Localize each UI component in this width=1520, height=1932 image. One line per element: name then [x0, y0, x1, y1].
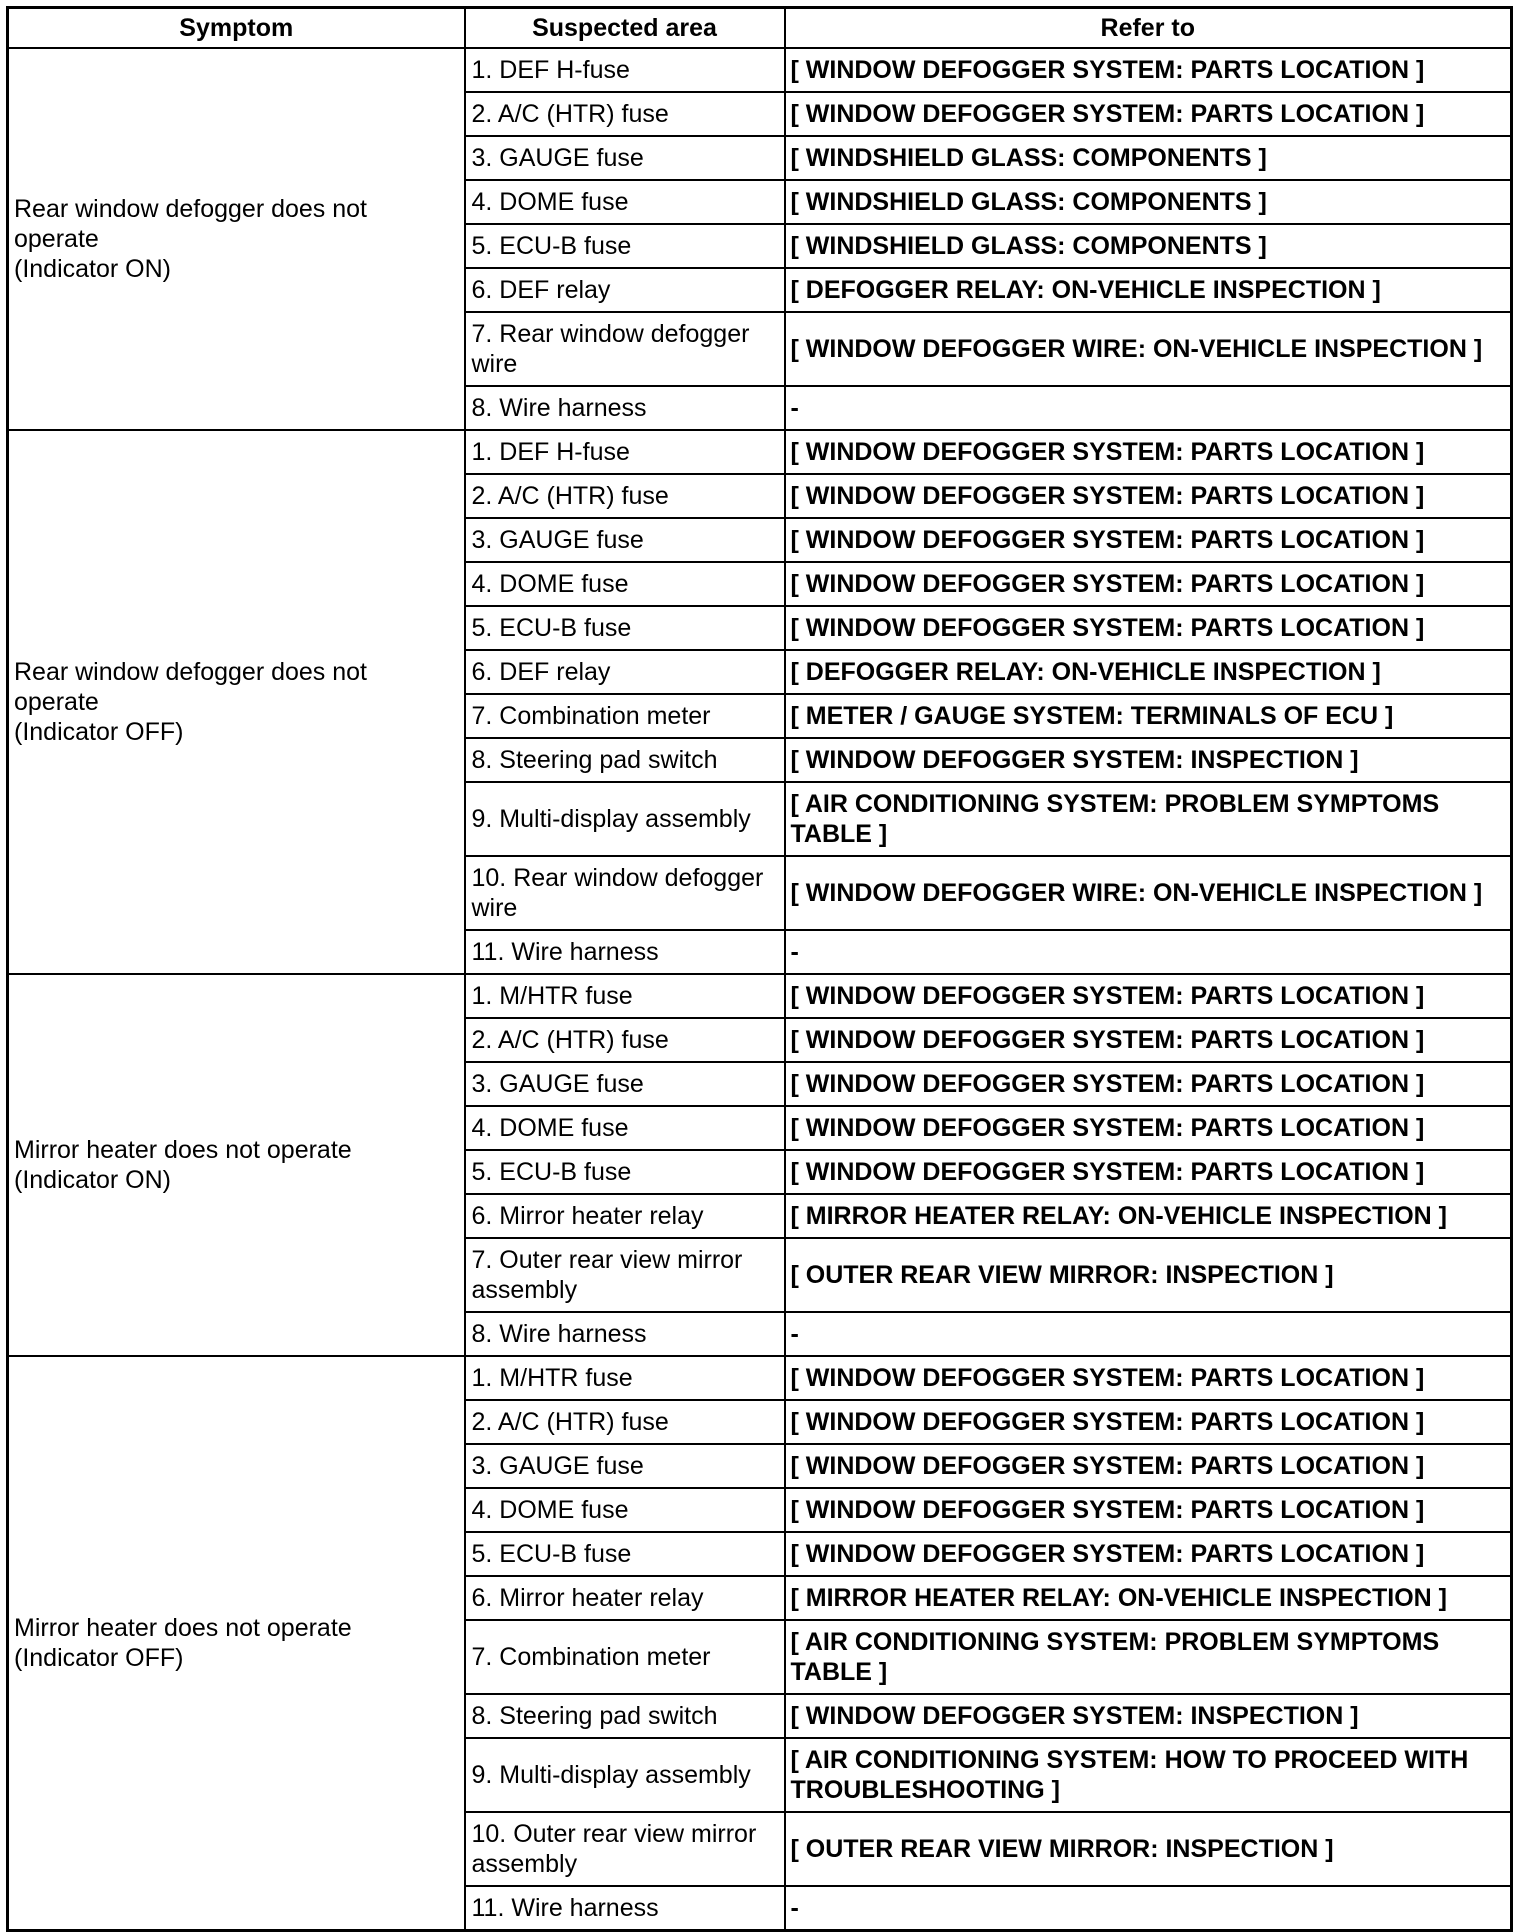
- refer-to-cell: [ WINDSHIELD GLASS: COMPONENTS ]: [785, 224, 1512, 268]
- table-header: [8, 8, 1512, 49]
- refer-to-cell: [ WINDOW DEFOGGER SYSTEM: PARTS LOCATION ]: [785, 1488, 1512, 1532]
- refer-to-cell: [ WINDOW DEFOGGER SYSTEM: PARTS LOCATION ]: [785, 1018, 1512, 1062]
- suspected-area-cell: 6. DEF relay: [465, 650, 785, 694]
- refer-to-cell: [ WINDOW DEFOGGER SYSTEM: PARTS LOCATION ]: [785, 430, 1512, 474]
- suspected-area-cell: 2. A/C (HTR) fuse: [465, 1018, 785, 1062]
- refer-to-cell: -: [785, 930, 1512, 974]
- suspected-area-cell: 3. GAUGE fuse: [465, 136, 785, 180]
- suspected-area-cell: 1. M/HTR fuse: [465, 1356, 785, 1400]
- suspected-area-cell: 3. GAUGE fuse: [465, 1062, 785, 1106]
- refer-to-cell: [ METER / GAUGE SYSTEM: TERMINALS OF ECU ]: [785, 694, 1512, 738]
- suspected-area-cell: 7. Outer rear view mirror assembly: [465, 1238, 785, 1312]
- refer-to-cell: [ WINDSHIELD GLASS: COMPONENTS ]: [785, 180, 1512, 224]
- refer-to-cell: [ WINDOW DEFOGGER SYSTEM: PARTS LOCATION ]: [785, 1106, 1512, 1150]
- refer-to-cell: [ OUTER REAR VIEW MIRROR: INSPECTION ]: [785, 1812, 1512, 1886]
- suspected-area-cell: 5. ECU-B fuse: [465, 606, 785, 650]
- table-body: [8, 48, 1512, 1931]
- refer-to-cell: [ WINDOW DEFOGGER SYSTEM: PARTS LOCATION ]: [785, 92, 1512, 136]
- suspected-area-cell: 1. M/HTR fuse: [465, 974, 785, 1018]
- suspected-area-cell: 7. Combination meter: [465, 694, 785, 738]
- suspected-area-cell: 10. Outer rear view mirror assembly: [465, 1812, 785, 1886]
- suspected-area-cell: 7. Rear window defogger wire: [465, 312, 785, 386]
- suspected-area-cell: 7. Combination meter: [465, 1620, 785, 1694]
- header-suspected-area: Suspected area: [465, 8, 785, 49]
- suspected-area-cell: 3. GAUGE fuse: [465, 518, 785, 562]
- suspected-area-cell: 9. Multi-display assembly: [465, 1738, 785, 1812]
- refer-to-cell: [ WINDOW DEFOGGER SYSTEM: PARTS LOCATION ]: [785, 1444, 1512, 1488]
- refer-to-cell: -: [785, 386, 1512, 430]
- symptom-cell: Rear window defogger does not operate (Indicator OFF): [8, 430, 465, 974]
- refer-to-cell: [ OUTER REAR VIEW MIRROR: INSPECTION ]: [785, 1238, 1512, 1312]
- suspected-area-cell: 6. Mirror heater relay: [465, 1576, 785, 1620]
- refer-to-cell: [ AIR CONDITIONING SYSTEM: PROBLEM SYMPTOMS TABLE ]: [785, 1620, 1512, 1694]
- refer-to-cell: [ MIRROR HEATER RELAY: ON-VEHICLE INSPECTION ]: [785, 1576, 1512, 1620]
- suspected-area-cell: 8. Wire harness: [465, 386, 785, 430]
- refer-to-cell: [ WINDOW DEFOGGER WIRE: ON-VEHICLE INSPECTION ]: [785, 312, 1512, 386]
- problem-symptoms-table: [6, 6, 1513, 1932]
- suspected-area-cell: 8. Steering pad switch: [465, 1694, 785, 1738]
- refer-to-cell: [ AIR CONDITIONING SYSTEM: HOW TO PROCEED WITH TROUBLESHOOTING ]: [785, 1738, 1512, 1812]
- refer-to-cell: [ WINDOW DEFOGGER SYSTEM: PARTS LOCATION ]: [785, 1150, 1512, 1194]
- suspected-area-cell: 2. A/C (HTR) fuse: [465, 92, 785, 136]
- symptom-cell: Mirror heater does not operate (Indicator OFF): [8, 1356, 465, 1931]
- suspected-area-cell: 4. DOME fuse: [465, 562, 785, 606]
- refer-to-cell: [ WINDOW DEFOGGER SYSTEM: PARTS LOCATION ]: [785, 606, 1512, 650]
- refer-to-cell: [ WINDOW DEFOGGER SYSTEM: INSPECTION ]: [785, 1694, 1512, 1738]
- suspected-area-cell: 6. Mirror heater relay: [465, 1194, 785, 1238]
- suspected-area-cell: 11. Wire harness: [465, 1886, 785, 1931]
- refer-to-cell: [ WINDOW DEFOGGER SYSTEM: PARTS LOCATION ]: [785, 48, 1512, 92]
- suspected-area-cell: 10. Rear window defogger wire: [465, 856, 785, 930]
- refer-to-cell: [ WINDOW DEFOGGER SYSTEM: PARTS LOCATION ]: [785, 1400, 1512, 1444]
- refer-to-cell: [ MIRROR HEATER RELAY: ON-VEHICLE INSPECTION ]: [785, 1194, 1512, 1238]
- suspected-area-cell: 5. ECU-B fuse: [465, 1532, 785, 1576]
- refer-to-cell: [ WINDOW DEFOGGER SYSTEM: PARTS LOCATION ]: [785, 1062, 1512, 1106]
- refer-to-cell: [ DEFOGGER RELAY: ON-VEHICLE INSPECTION ]: [785, 268, 1512, 312]
- suspected-area-cell: 2. A/C (HTR) fuse: [465, 474, 785, 518]
- refer-to-cell: [ WINDOW DEFOGGER SYSTEM: PARTS LOCATION ]: [785, 974, 1512, 1018]
- suspected-area-cell: 11. Wire harness: [465, 930, 785, 974]
- refer-to-cell: [ WINDOW DEFOGGER SYSTEM: INSPECTION ]: [785, 738, 1512, 782]
- suspected-area-cell: 5. ECU-B fuse: [465, 224, 785, 268]
- refer-to-cell: -: [785, 1886, 1512, 1931]
- suspected-area-cell: 2. A/C (HTR) fuse: [465, 1400, 785, 1444]
- refer-to-cell: [ WINDOW DEFOGGER SYSTEM: PARTS LOCATION ]: [785, 562, 1512, 606]
- refer-to-cell: [ WINDOW DEFOGGER SYSTEM: PARTS LOCATION ]: [785, 1532, 1512, 1576]
- suspected-area-cell: 9. Multi-display assembly: [465, 782, 785, 856]
- symptom-cell: Rear window defogger does not operate (Indicator ON): [8, 48, 465, 430]
- table-row: [8, 1356, 1512, 1400]
- suspected-area-cell: 4. DOME fuse: [465, 180, 785, 224]
- table-row: [8, 974, 1512, 1018]
- symptom-cell: Mirror heater does not operate (Indicator ON): [8, 974, 465, 1356]
- suspected-area-cell: 6. DEF relay: [465, 268, 785, 312]
- suspected-area-cell: 3. GAUGE fuse: [465, 1444, 785, 1488]
- refer-to-cell: [ DEFOGGER RELAY: ON-VEHICLE INSPECTION ]: [785, 650, 1512, 694]
- suspected-area-cell: 5. ECU-B fuse: [465, 1150, 785, 1194]
- refer-to-cell: [ WINDOW DEFOGGER SYSTEM: PARTS LOCATION ]: [785, 474, 1512, 518]
- suspected-area-cell: 8. Wire harness: [465, 1312, 785, 1356]
- header-symptom: Symptom: [8, 8, 465, 49]
- suspected-area-cell: 4. DOME fuse: [465, 1488, 785, 1532]
- suspected-area-cell: 1. DEF H-fuse: [465, 48, 785, 92]
- refer-to-cell: [ AIR CONDITIONING SYSTEM: PROBLEM SYMPTOMS TABLE ]: [785, 782, 1512, 856]
- suspected-area-cell: 4. DOME fuse: [465, 1106, 785, 1150]
- refer-to-cell: [ WINDSHIELD GLASS: COMPONENTS ]: [785, 136, 1512, 180]
- suspected-area-cell: 1. DEF H-fuse: [465, 430, 785, 474]
- refer-to-cell: [ WINDOW DEFOGGER WIRE: ON-VEHICLE INSPECTION ]: [785, 856, 1512, 930]
- header-refer-to: Refer to: [785, 8, 1512, 49]
- refer-to-cell: -: [785, 1312, 1512, 1356]
- suspected-area-cell: 8. Steering pad switch: [465, 738, 785, 782]
- refer-to-cell: [ WINDOW DEFOGGER SYSTEM: PARTS LOCATION ]: [785, 518, 1512, 562]
- refer-to-cell: [ WINDOW DEFOGGER SYSTEM: PARTS LOCATION ]: [785, 1356, 1512, 1400]
- table-row: [8, 430, 1512, 474]
- table-row: [8, 48, 1512, 92]
